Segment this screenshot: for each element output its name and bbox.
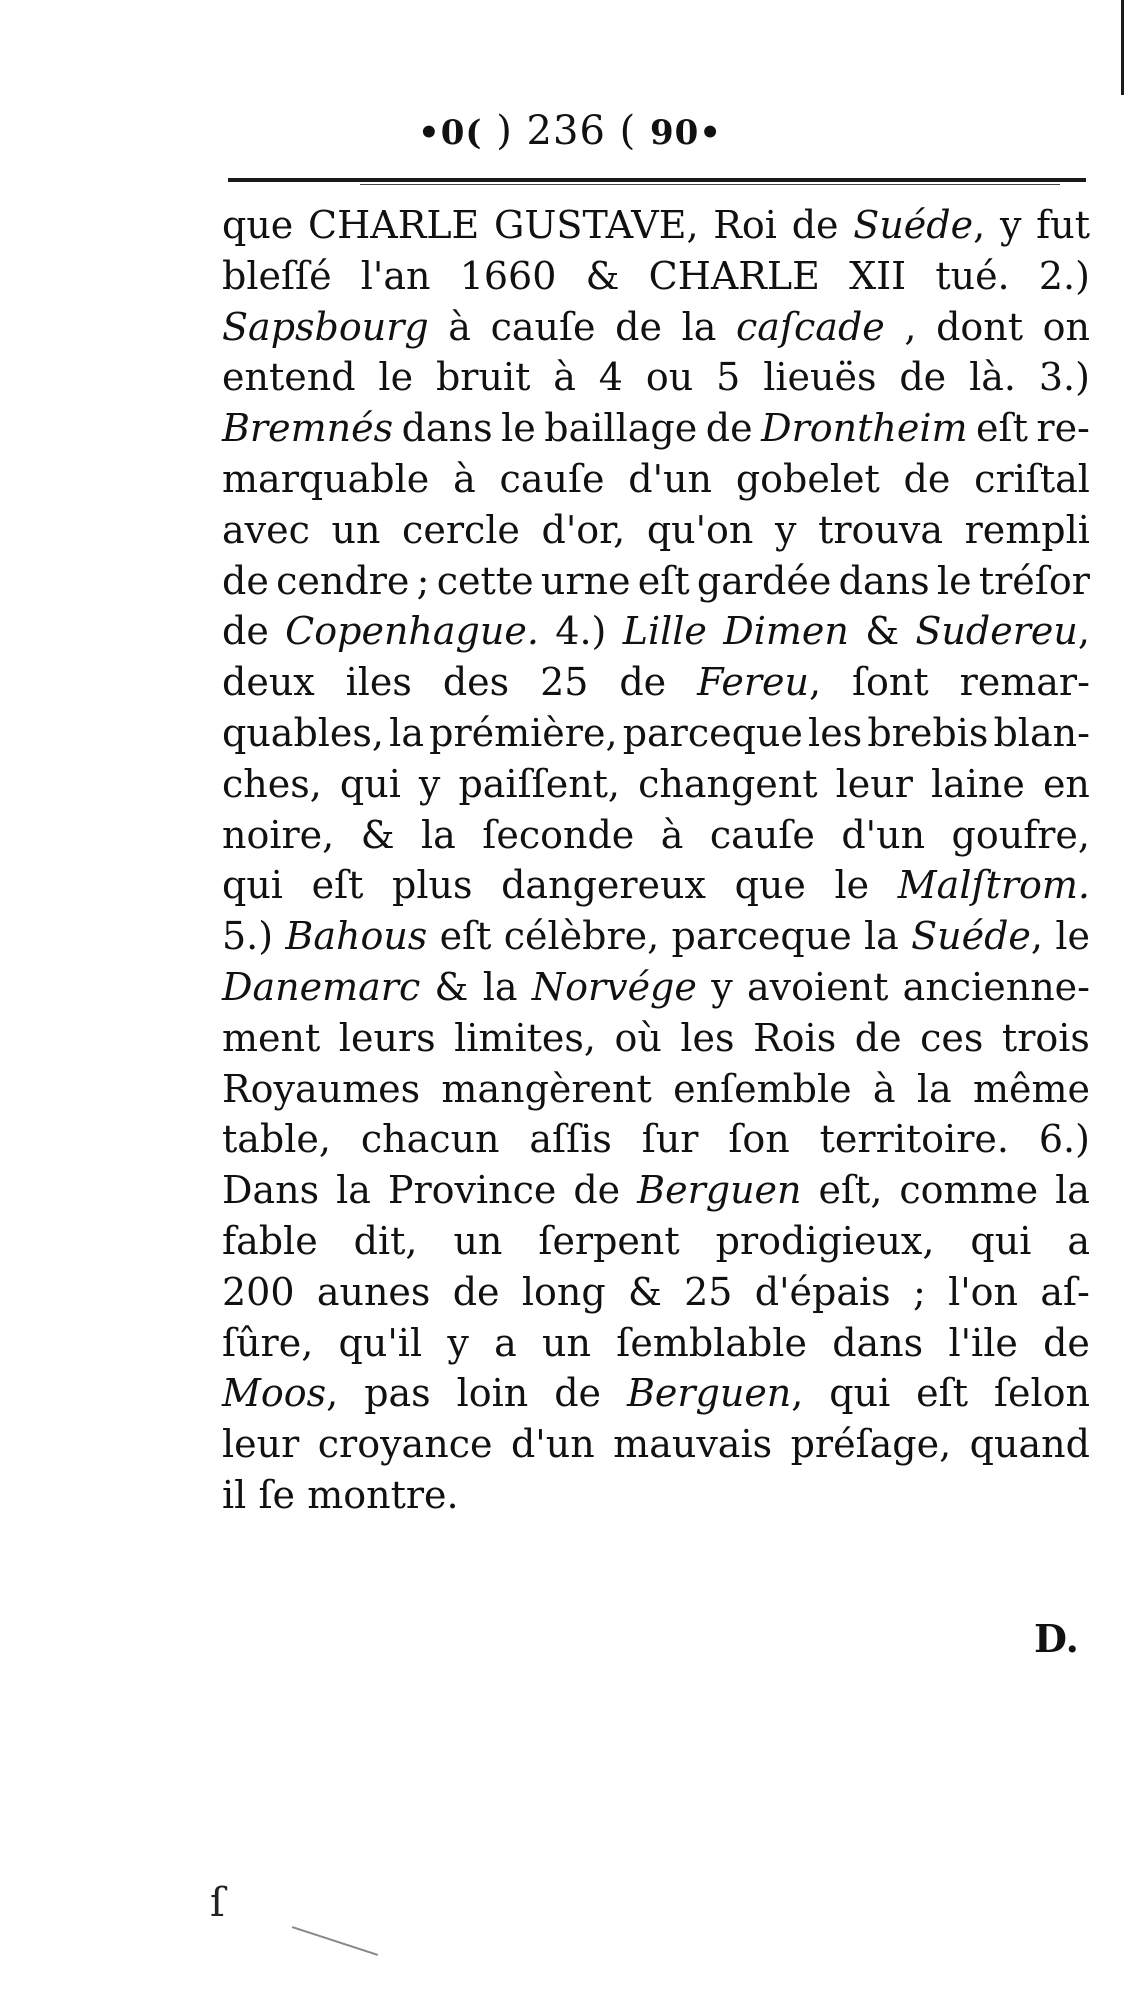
text-line: [222, 911, 1090, 962]
word: Sapsbourg: [222, 304, 429, 349]
word: trois: [1001, 1015, 1090, 1060]
word: limites,: [454, 1015, 596, 1060]
word: noire,: [222, 812, 335, 857]
text-line: [222, 403, 1090, 454]
word: de: [554, 1371, 602, 1416]
word: Fereu,: [697, 660, 822, 705]
text-line: [222, 1470, 1090, 1521]
text-line: [222, 1216, 1090, 1267]
word: Copenhague.: [285, 609, 539, 654]
word: Malſtrom.: [897, 863, 1090, 908]
word: mauvais: [613, 1422, 773, 1467]
word: criſtal: [974, 456, 1090, 501]
word: qu'il: [338, 1320, 423, 1365]
word: 200: [222, 1269, 295, 1314]
word: 1660: [459, 253, 557, 298]
word: de: [854, 1015, 902, 1060]
word: cauſe: [490, 304, 596, 349]
word: chacun: [360, 1117, 500, 1162]
text-line: [222, 1114, 1090, 1165]
word: le: [501, 406, 536, 451]
word: y: [999, 203, 1022, 247]
word: ancienne-: [902, 964, 1090, 1009]
word: qui: [829, 1371, 891, 1416]
word: Dans: [222, 1168, 320, 1213]
word: en: [1042, 761, 1090, 806]
word: eſt,: [818, 1168, 883, 1213]
text-line: [222, 1064, 1090, 1115]
word: prodigieux,: [715, 1218, 935, 1263]
word: que: [734, 863, 806, 908]
word: parceque: [671, 914, 852, 959]
word: à: [453, 456, 476, 501]
word: leur: [222, 1422, 300, 1467]
word: Berguen: [637, 1168, 802, 1213]
word: pas: [364, 1371, 431, 1416]
text-line: [222, 251, 1090, 302]
word: Sudereu,: [915, 609, 1090, 654]
word: Bremnés: [222, 406, 394, 451]
word: y: [447, 1320, 469, 1365]
text-line: [222, 352, 1090, 403]
word: &: [865, 609, 900, 654]
word: ſûre,: [222, 1320, 314, 1365]
word: même: [972, 1066, 1090, 1111]
word: a: [494, 1320, 517, 1365]
word: trouva: [818, 507, 943, 552]
text-line: [222, 606, 1090, 657]
word: ſerpent: [538, 1218, 680, 1263]
word: Lille: [622, 609, 707, 654]
word: montre.: [307, 1472, 459, 1517]
word: la: [336, 1168, 371, 1213]
word: ment: [222, 1015, 321, 1060]
word: 4.): [555, 609, 607, 654]
word: la: [482, 964, 518, 1009]
word: l'ile: [948, 1320, 1018, 1365]
word: tué.: [935, 253, 1010, 298]
word: urne: [540, 558, 631, 603]
text-line: [222, 1368, 1090, 1419]
word: célèbre,: [503, 914, 660, 959]
word: des: [442, 660, 510, 705]
word: eſt: [311, 863, 364, 908]
word: Drontheim: [761, 406, 968, 451]
word: qui: [222, 863, 283, 908]
word: fable: [222, 1218, 318, 1263]
word: qu'on: [646, 507, 754, 552]
word: il: [222, 1472, 247, 1517]
text-line: [222, 1165, 1090, 1216]
word: territoire.: [819, 1117, 1009, 1162]
word: de: [619, 660, 667, 705]
word: bruit: [435, 355, 531, 400]
word: aunes: [316, 1269, 431, 1314]
word: de: [573, 1168, 621, 1213]
right-ornament: 90•: [649, 113, 722, 153]
word: a: [1067, 1218, 1090, 1263]
word: de: [1043, 1320, 1090, 1365]
word: cette: [436, 558, 534, 603]
word: Norvége: [531, 964, 697, 1009]
word: avec: [222, 507, 310, 552]
word: à: [553, 355, 576, 400]
word: cauſe: [499, 456, 605, 501]
word: la: [389, 710, 424, 755]
word: enſemble: [673, 1066, 852, 1111]
word: qui: [970, 1218, 1032, 1263]
text-line: [222, 556, 1090, 607]
word: laine: [930, 761, 1025, 806]
word: Danemarc: [222, 964, 421, 1009]
text-line: [222, 505, 1090, 556]
word: que: [222, 203, 294, 247]
word: dans: [838, 558, 930, 603]
word: cauſe: [709, 812, 815, 857]
word: Bahous: [285, 914, 428, 959]
word: le: [1055, 914, 1090, 959]
word: eſt: [439, 914, 492, 959]
word: tréſor: [978, 558, 1090, 603]
word: ;: [912, 1269, 926, 1314]
word: préſage,: [790, 1422, 952, 1467]
text-line: [222, 1318, 1090, 1369]
word: cercle: [402, 507, 520, 552]
word: marquable: [222, 456, 430, 501]
word: Dimen: [723, 609, 849, 654]
word: brebis: [867, 710, 989, 755]
text-line: [222, 1419, 1090, 1470]
word: &: [434, 964, 469, 1009]
word: gardée: [696, 558, 832, 603]
word: eſt: [916, 1371, 968, 1416]
text-line: [222, 454, 1090, 505]
word: paiſſent,: [458, 761, 621, 806]
word: la: [864, 914, 899, 959]
word: d'un: [510, 1422, 595, 1467]
word: gobelet: [735, 456, 880, 501]
word: 5.): [222, 914, 274, 959]
word: 3.): [1038, 355, 1090, 400]
word: à: [872, 1066, 896, 1111]
word: d'or,: [541, 507, 626, 552]
word: là.: [969, 355, 1016, 400]
word: comme: [899, 1168, 1039, 1213]
text-line: [222, 1267, 1090, 1318]
word: mangèrent: [441, 1066, 652, 1111]
word: GUSTAVE,: [494, 203, 699, 247]
word: CHARLE: [648, 253, 820, 298]
text-line: [222, 657, 1090, 708]
text-line: [222, 810, 1090, 861]
word: remar-: [959, 660, 1090, 705]
page-edge-line: [1121, 0, 1124, 95]
word: de: [899, 355, 947, 400]
text-line: [222, 1013, 1090, 1064]
word: y: [418, 761, 441, 806]
word: re-: [1036, 406, 1090, 451]
text-line: [222, 302, 1090, 353]
word: table,: [222, 1117, 331, 1162]
word: d'un: [841, 812, 926, 857]
word: changent: [638, 761, 818, 806]
word: eſt: [976, 406, 1028, 451]
word: 2.): [1038, 253, 1090, 298]
page-number: ) 236 (: [496, 108, 637, 154]
word: y: [711, 964, 733, 1009]
word: leurs: [338, 1015, 436, 1060]
word: de: [791, 203, 839, 247]
catchword: D.: [1034, 1616, 1079, 1661]
word: y: [775, 507, 797, 552]
word: prémière,: [429, 710, 618, 755]
word: dont: [936, 304, 1024, 349]
word: de: [222, 609, 269, 654]
word: Suéde,: [853, 203, 986, 247]
word: la: [421, 812, 456, 857]
word: plus: [392, 863, 473, 908]
word: le: [378, 355, 414, 400]
stray-dash-mark: [292, 1926, 378, 1956]
header-rule: [228, 178, 1086, 182]
word: rempli: [964, 507, 1090, 552]
word: baillage: [544, 406, 698, 451]
word: long: [521, 1269, 606, 1314]
word: ſemblable: [616, 1320, 807, 1365]
word: &: [627, 1269, 662, 1314]
word: ſur: [641, 1117, 699, 1162]
word: dans: [832, 1320, 924, 1365]
word: le: [936, 558, 972, 603]
word: ſon: [728, 1117, 790, 1162]
word: le: [834, 863, 870, 908]
word: parceque: [622, 710, 803, 755]
text-line: [222, 962, 1090, 1013]
word: &: [360, 812, 395, 857]
word: ſeconde: [482, 812, 635, 857]
word: iles: [345, 660, 412, 705]
word: XII: [849, 253, 907, 298]
word: Roi: [713, 203, 777, 247]
word: on: [1042, 304, 1090, 349]
body-text: [222, 200, 1090, 1521]
word: où: [614, 1015, 662, 1060]
word: l'on: [948, 1269, 1019, 1314]
word: ſont: [851, 660, 929, 705]
word: ſelon: [993, 1371, 1090, 1416]
word: d'épais: [754, 1269, 891, 1314]
word: 4: [598, 355, 623, 400]
word: de: [903, 456, 951, 501]
text-line: [222, 708, 1090, 759]
word: la: [681, 304, 717, 349]
word: aſſis: [529, 1117, 612, 1162]
word: la: [1055, 1168, 1090, 1213]
word: deux: [222, 660, 315, 705]
word: blan-: [993, 710, 1090, 755]
word: de: [452, 1269, 500, 1314]
word: avoient: [746, 964, 889, 1009]
text-line: [222, 759, 1090, 810]
word: eſt: [637, 558, 690, 603]
word: à: [448, 304, 471, 349]
word: ces: [920, 1015, 984, 1060]
word: qui: [339, 761, 401, 806]
word: bleſſé: [222, 253, 332, 298]
word: cendre: [276, 558, 410, 603]
running-header: [0, 108, 1140, 154]
word: Berguen,: [626, 1371, 804, 1416]
word: ches,: [222, 761, 322, 806]
word: goufre,: [951, 812, 1090, 857]
word: 25: [684, 1269, 733, 1314]
word: Moos,: [222, 1371, 339, 1416]
word: CHARLE: [308, 203, 480, 247]
word: 6.): [1038, 1117, 1090, 1162]
word: à: [660, 812, 684, 857]
word: croyance: [317, 1422, 493, 1467]
word: fut: [1036, 203, 1090, 247]
word: loin: [456, 1371, 529, 1416]
word: aſ-: [1040, 1269, 1090, 1314]
word: quables,: [222, 710, 385, 755]
word: d'un: [628, 456, 713, 501]
word: un: [453, 1218, 503, 1263]
word: dit,: [353, 1218, 418, 1263]
word: dangereux: [501, 863, 706, 908]
word: la: [916, 1066, 952, 1111]
word: un: [542, 1320, 591, 1365]
word: un: [331, 507, 381, 552]
word: Suéde,: [911, 914, 1044, 959]
text-line: [222, 860, 1090, 911]
word: Rois: [753, 1015, 837, 1060]
word: leur: [835, 761, 913, 806]
stray-ink-mark: ſ: [210, 1880, 225, 1926]
word: quand: [969, 1422, 1090, 1467]
word: de: [222, 558, 269, 603]
word: Province: [387, 1168, 557, 1213]
word: caſcade: [736, 304, 885, 349]
word: 25: [540, 660, 589, 705]
header-rule-thin: [360, 184, 1060, 185]
word: ſe: [258, 1472, 296, 1517]
word: ,: [904, 304, 917, 349]
word: Royaumes: [222, 1066, 421, 1111]
word: les: [808, 710, 863, 755]
word: de: [705, 406, 753, 451]
word: ;: [416, 558, 430, 603]
word: 5: [716, 355, 741, 400]
left-ornament: •0(: [418, 113, 483, 153]
word: l'an: [360, 253, 431, 298]
word: dans: [401, 406, 493, 451]
word: lieuës: [763, 355, 877, 400]
word: ou: [645, 355, 694, 400]
word: les: [680, 1015, 735, 1060]
word: de: [615, 304, 662, 349]
text-line: [222, 200, 1090, 251]
word: entend: [222, 355, 356, 400]
word: &: [585, 253, 620, 298]
